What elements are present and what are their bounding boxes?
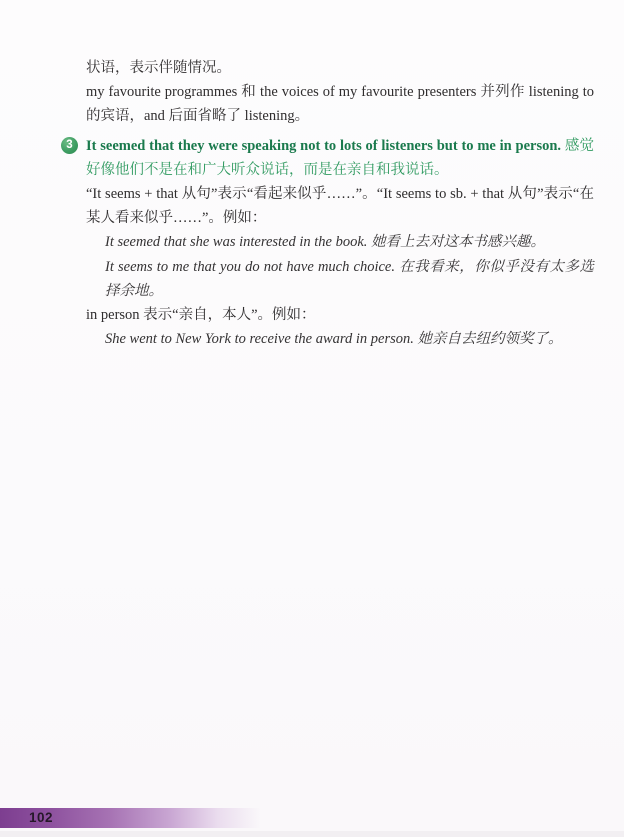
intro-paragraph-note: my favourite programmes 和 the voices of my favourite presenters 并列作 listening to 的宾语，and 后面省略了 listening。 — [86, 84, 594, 125]
item-sentence-english: It seemed that they were speaking not to lots of listeners but to me in person. — [86, 137, 562, 154]
example-1-english: It seemed that she was interested in the book. — [105, 234, 368, 251]
example-in-person-english: She went to New York to receive the award in person. — [105, 331, 414, 348]
example-sentence-1 — [86, 230, 594, 254]
item-number: 3 — [66, 139, 73, 152]
page-bottom-edge — [0, 831, 624, 837]
example-2-chinese: 在我看来，你似乎没有太多选择余地。 — [105, 258, 594, 299]
page-content — [66, 56, 595, 351]
page-number-bar — [0, 808, 272, 828]
examples-block — [86, 230, 594, 303]
page-number: 102 — [29, 810, 54, 825]
item-explanation: “It seems + that 从句”表示“看起来似乎……”。“It seems to sb. + that 从句”表示“在某人看来似乎……”。例如： — [86, 186, 594, 227]
example-2-english: It seems to me that you do not have much choice. — [105, 258, 395, 275]
item-number-badge — [61, 137, 78, 154]
example-sentence-2 — [86, 255, 594, 303]
in-person-note: in person 表示“亲自，本人”。例如： — [86, 307, 316, 324]
intro-paragraph-continuation: 状语，表示伴随情况。 — [86, 60, 231, 76]
example-1-chinese: 她看上去对这本书感兴趣。 — [371, 234, 546, 251]
grammar-item-3 — [66, 134, 595, 352]
item-sentence-chinese-translation: 感觉好像他们不是在和广大听众说话，而是在亲自和我说话。 — [86, 137, 595, 178]
example-in-person-chinese: 她亲自去纽约领奖了。 — [417, 331, 563, 348]
example-sentence-in-person — [86, 327, 594, 351]
item-sentence — [86, 134, 594, 182]
